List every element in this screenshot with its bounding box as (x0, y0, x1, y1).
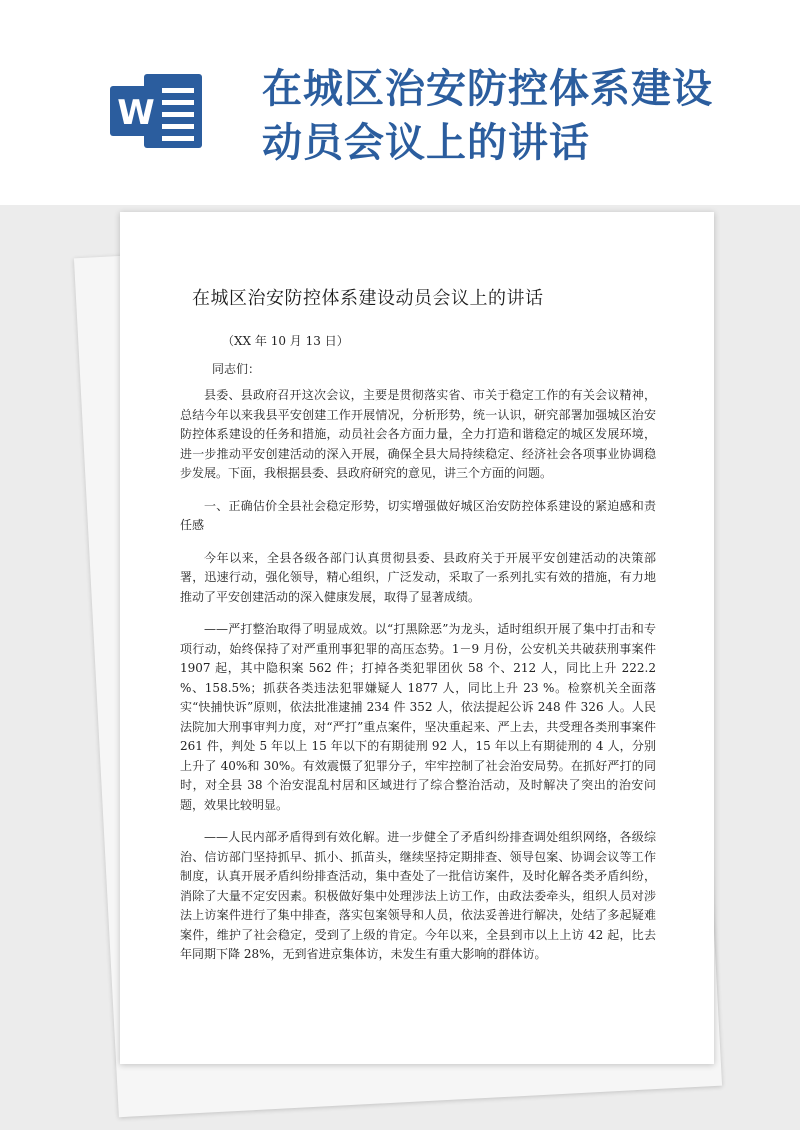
word-icon-letter: W (117, 93, 155, 133)
paragraph-strike-hard: ——严打整治取得了明显成效。以“打黑除恶”为龙头，适时组织开展了集中打击和专项行动，始终保持了对严重刑事犯罪的高压态势。1－9 月份，公安机关共破获刑事案件 1907 起，其中隐积案 562 件；打掉各类犯罪团伙 58 个、212 人，同比上升 222.2 %、158.5%；抓获各类违法犯罪嫌疑人 1877 人，同比上升 23 %。检察机关全面落实“快捕快诉”原则，依法批准逮捕 234 件 352 人，依法提起公诉 248 件 326 人。人民法院加大刑事审判力度，对“严打”重点案件，坚决重起来、严上去，共受理各类刑事案件 261 件，判处 5 年以上 15 年以下的有期徒刑 92 人，15 年以上有期徒刑的 4 人，分别上升了 40%和 30%。有效震慑了犯罪分子，牢牢控制了社会治安局势。在抓好严打的同时，对全县 38 个治安混乱村居和区域进行了综合整治活动，及时解决了突出的治安问题，效果比较明显。 (180, 622, 656, 812)
paragraph-intro: 县委、县政府召开这次会议，主要是贯彻落实省、市关于稳定工作的有关会议精神，总结今年以来我县平安创建工作开展情况，分析形势，统一认识，研究部署加强城区治安防控体系建设的任务和措施，动员社会各方面力量，全力打造和谐稳定的城区发展环境，进一步推动平安创建活动的深入开展，确保全县大局持续稳定、经济社会各项事业协调稳步发展。下面，我根据县委、县政府研究的意见，讲三个方面的问题。 (180, 388, 656, 480)
banner (0, 0, 800, 205)
salutation: 同志们： (212, 362, 261, 376)
document-date: （XX 年 10 月 13 日） (222, 334, 349, 348)
section-heading: 一、正确估价全县社会稳定形势，切实增强做好城区治安防控体系建设的紧迫感和责任感 (180, 498, 656, 532)
document-body (180, 386, 656, 978)
banner-title: 在城区治安防控体系建设动员会议上的讲话 (262, 66, 713, 166)
paragraph-overview: 今年以来，全县各级各部门认真贯彻县委、县政府关于开展平安创建活动的决策部署，迅速行动，强化领导，精心组织，广泛发动，采取了一系列扎实有效的措施，有力地推动了平安创建活动的深入健康发展，取得了显著成绩。 (180, 550, 656, 604)
document-title: 在城区治安防控体系建设动员会议上的讲话 (192, 288, 544, 309)
word-document-icon (106, 64, 206, 158)
document-page (120, 212, 714, 1064)
paragraph-disputes: ——人民内部矛盾得到有效化解。进一步健全了矛盾纠纷排查调处组织网络，各级综治、信访部门坚持抓早、抓小、抓苗头，继续坚持定期排查、领导包案、协调会议等工作制度，认真开展矛盾纠纷排查活动，集中查处了一批信访案件，及时化解各类矛盾纠纷，消除了大量不定安因素。积极做好集中处理涉法上访工作，由政法委牵头，组织人员对涉法上访案件进行了集中排查，落实包案领导和人员，依法妥善进行解决，处结了多起疑难案件，维护了社会稳定，受到了上级的肯定。今年以来，全县到市以上上访 42 起，比去年同期下降 28%，无到省进京集体访，未发生有重大影响的群体访。 (180, 830, 656, 961)
